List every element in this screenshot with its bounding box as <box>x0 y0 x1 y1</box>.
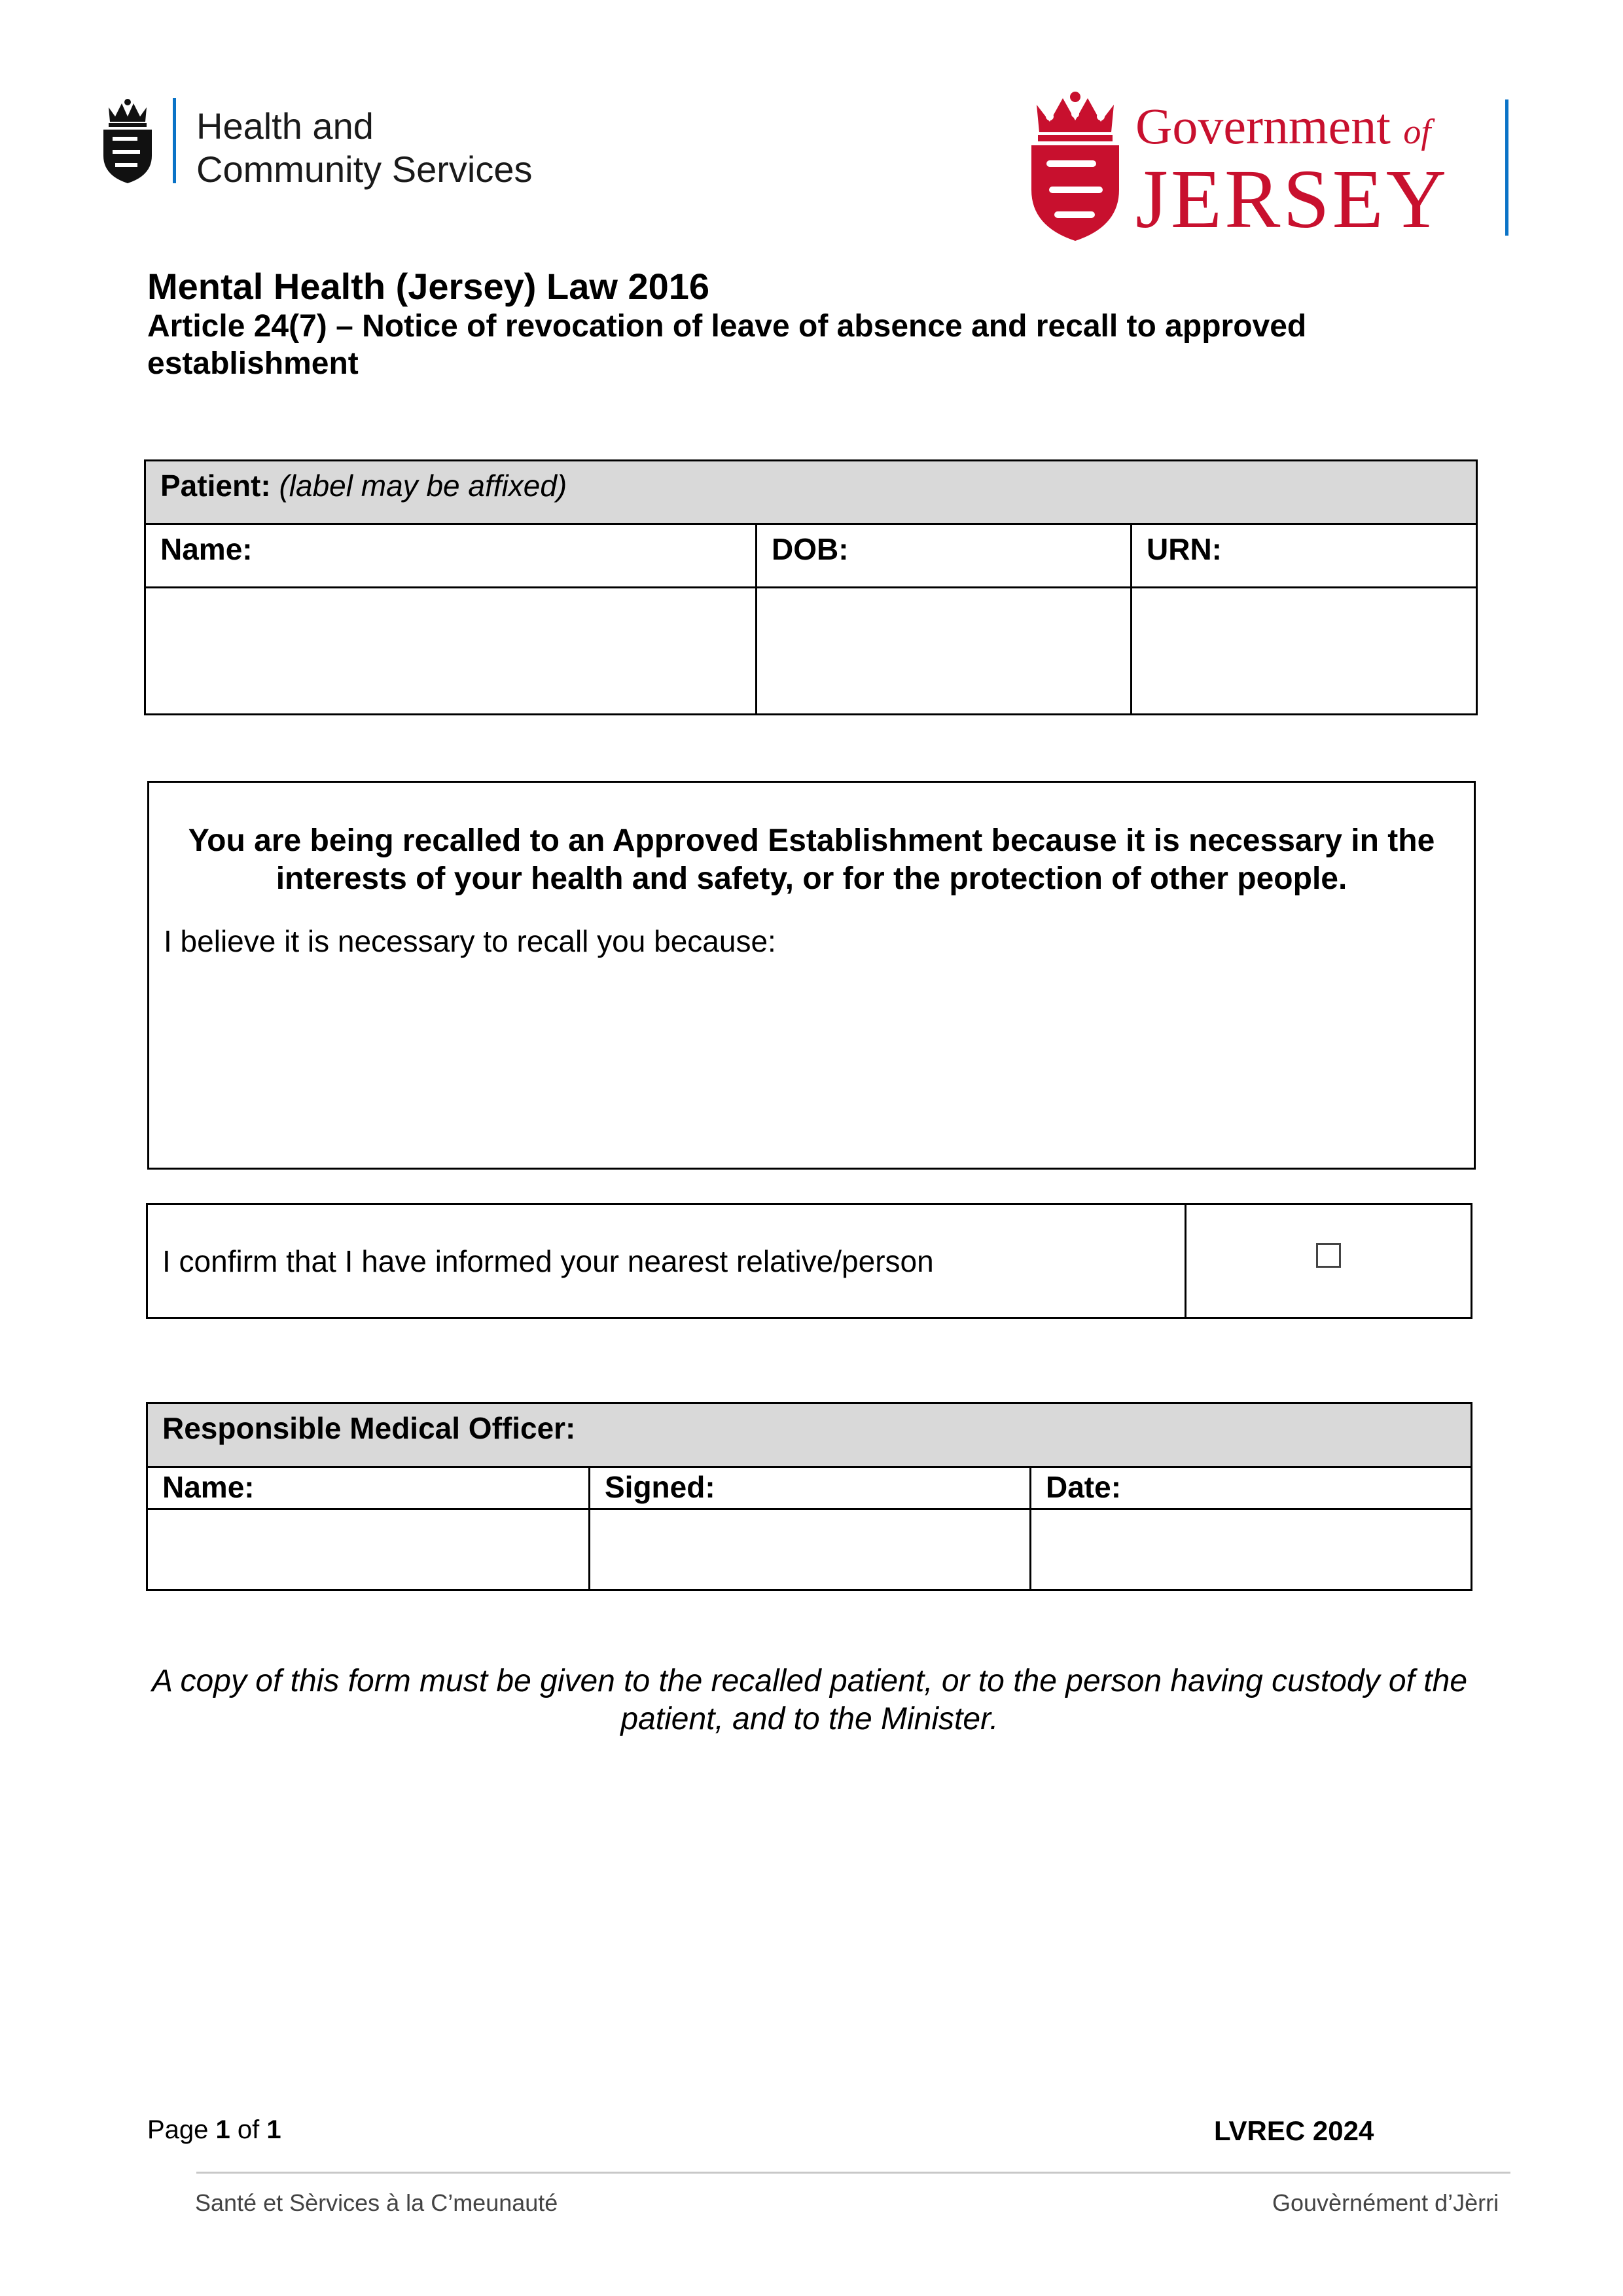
rmo-name-label: Name: <box>147 1467 590 1509</box>
rmo-signed-field[interactable] <box>590 1509 1031 1590</box>
confirm-table <box>146 1203 1472 1319</box>
hcs-line2: Community Services <box>196 149 533 190</box>
goj-jersey: JERSEY <box>1135 152 1450 245</box>
page-current: 1 <box>215 2115 230 2144</box>
patient-name-field[interactable] <box>145 588 757 715</box>
document-code: LVREC 2024 <box>1214 2115 1374 2146</box>
hcs-crest-logo <box>99 98 156 185</box>
rmo-date-field[interactable] <box>1031 1509 1472 1590</box>
copy-distribution-note: A copy of this form must be given to the recalled patient, or to the person having custody of the patient, and to the Minister. <box>151 1664 1468 1736</box>
recall-reason-prompt: I believe it is necessary to recall you because: <box>164 924 776 958</box>
recall-statement: You are being recalled to an Approved Establishment because it is necessary in the interests of your health and safety, or for the protection of other people. <box>188 823 1435 896</box>
rmo-signed-label: Signed: <box>590 1467 1031 1509</box>
footer-jerriais-right: Gouvèrnément d’Jèrri <box>1272 2189 1499 2216</box>
patient-dob-field[interactable] <box>757 588 1132 715</box>
patient-name-label: Name: <box>145 524 757 588</box>
goj-divider <box>1505 99 1508 236</box>
patient-urn-field[interactable] <box>1132 588 1477 715</box>
rmo-name-field[interactable] <box>147 1509 590 1590</box>
confirm-checkbox-cell <box>1186 1204 1472 1318</box>
page-of: of <box>237 2115 260 2144</box>
rmo-table <box>146 1402 1472 1591</box>
hcs-logo-text <box>196 105 532 191</box>
jersey-crest-logo <box>1026 92 1124 243</box>
hcs-line1: Health and <box>196 105 374 147</box>
patient-header <box>145 461 1477 524</box>
law-title: Mental Health (Jersey) Law 2016 <box>147 266 710 307</box>
page-number <box>147 2115 281 2145</box>
patient-dob-label: DOB: <box>757 524 1132 588</box>
footer-jerriais-left: Santé et Sèrvices à la C’meunauté <box>195 2189 558 2216</box>
confirm-statement: I confirm that I have informed your nearest relative/person <box>147 1204 1186 1318</box>
recall-statement-box <box>147 781 1476 1170</box>
footer-divider <box>196 2172 1510 2174</box>
confirm-checkbox[interactable] <box>1316 1243 1341 1268</box>
goj-of: of <box>1403 112 1431 151</box>
patient-label-note: (label may be affixed) <box>279 469 567 503</box>
goj-government: Government <box>1135 98 1391 154</box>
hcs-divider <box>173 98 176 183</box>
rmo-date-label: Date: <box>1031 1467 1472 1509</box>
article-title: Article 24(7) – Notice of revocation of leave of absence and recall to approved establishment <box>147 309 1307 381</box>
page-total: 1 <box>266 2115 281 2144</box>
patient-table <box>144 459 1478 715</box>
rmo-heading: Responsible Medical Officer: <box>147 1403 1472 1467</box>
goj-wordmark <box>1135 98 1450 245</box>
patient-urn-label: URN: <box>1132 524 1477 588</box>
patient-heading: Patient: <box>160 469 271 503</box>
recall-reason-field[interactable] <box>162 973 1461 1155</box>
page-prefix: Page <box>147 2115 209 2144</box>
